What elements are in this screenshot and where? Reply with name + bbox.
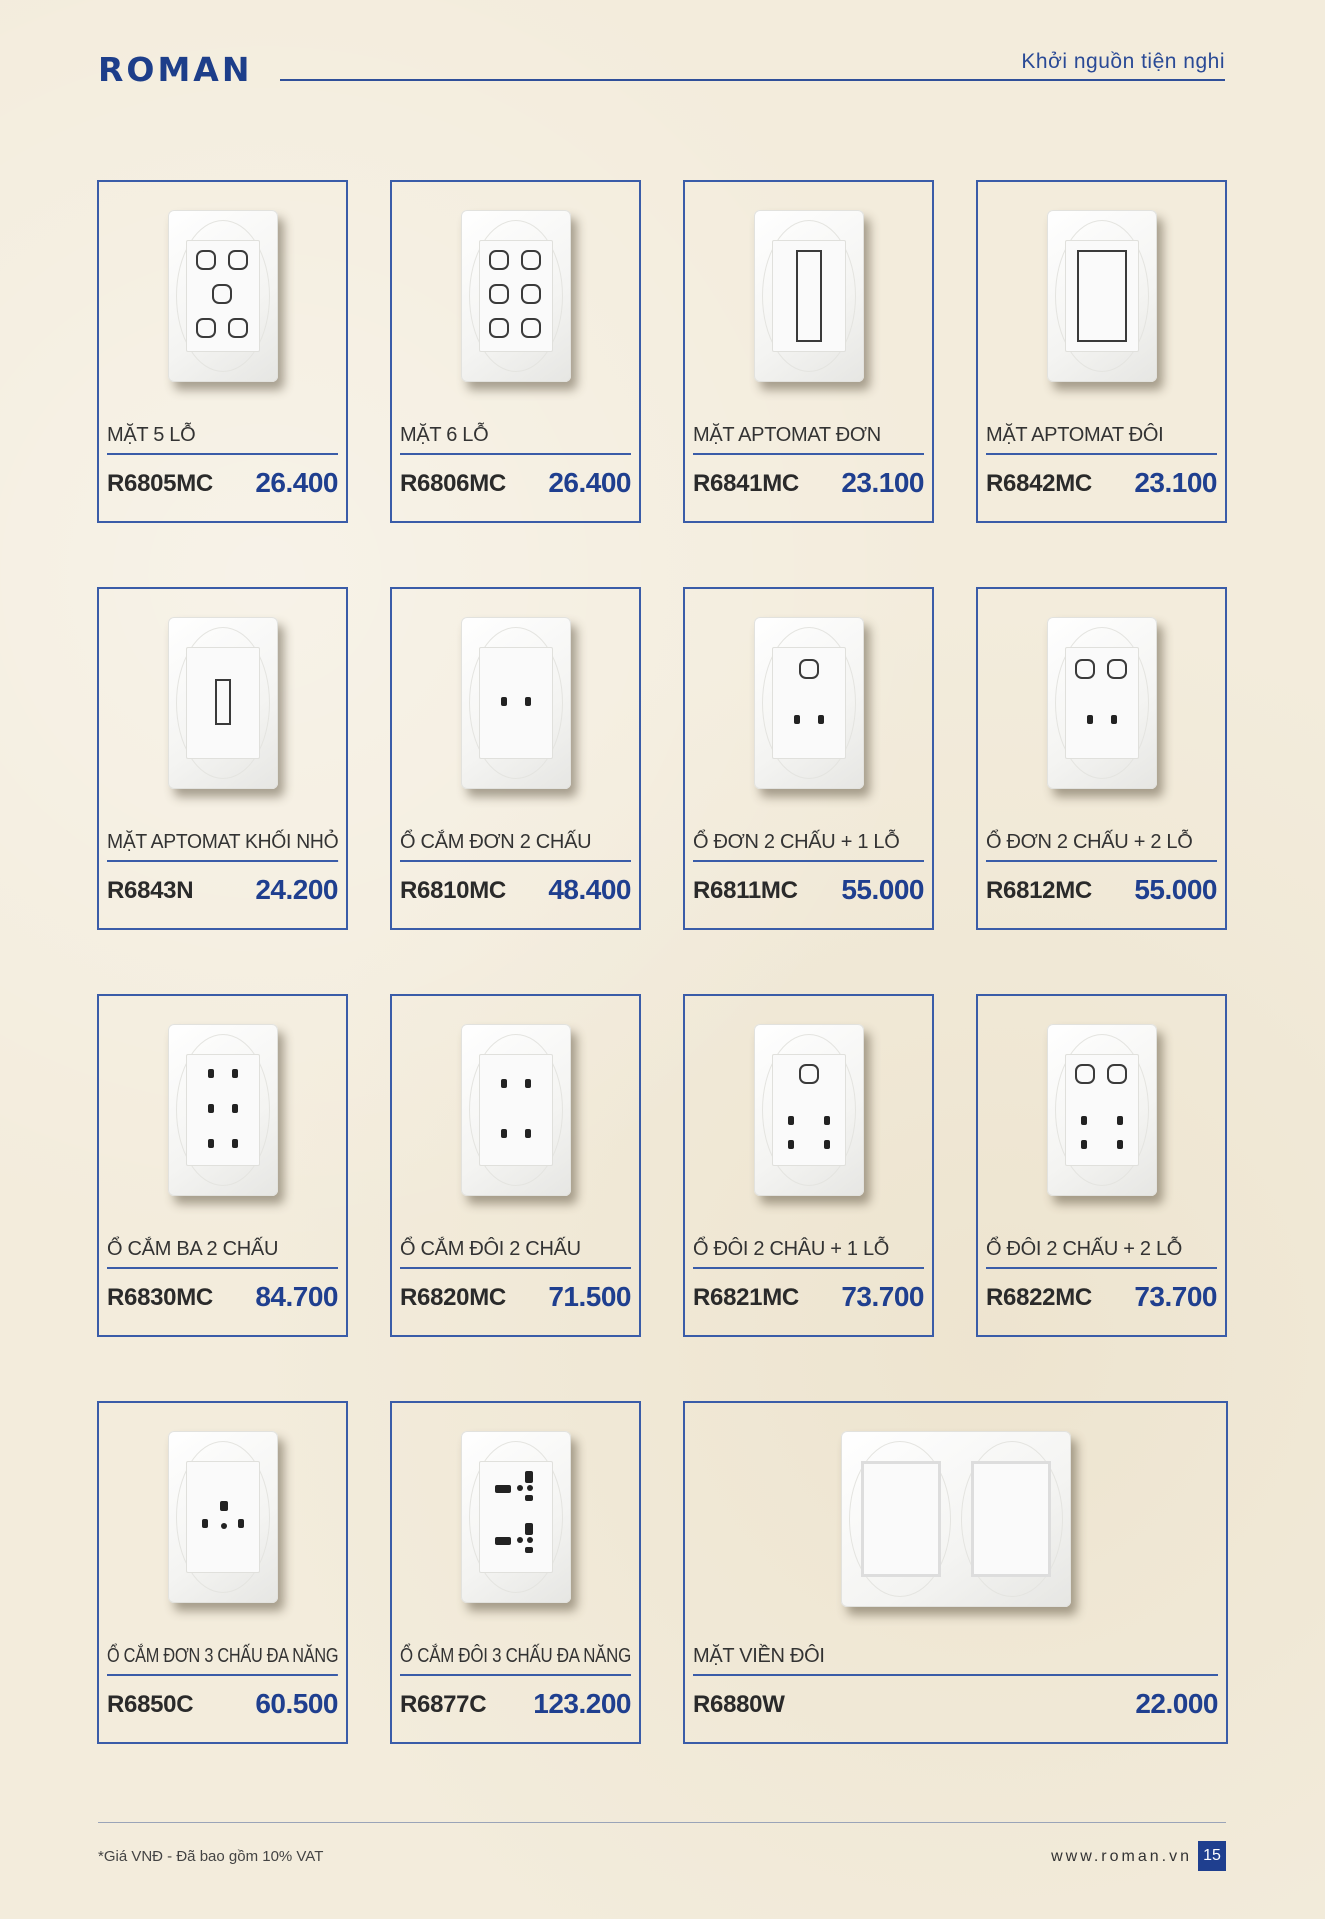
product-price: 24.200	[255, 874, 338, 905]
product-price: 23.100	[1134, 467, 1217, 498]
product-name: MẶT APTOMAT ĐƠN	[693, 424, 924, 455]
product-card-r6843n	[97, 587, 348, 930]
plate-single-2pin-socket-image	[461, 617, 571, 789]
price-note: *Giá VNĐ - Đã bao gồm 10% VAT	[98, 1848, 324, 1865]
product-code: R6822MC	[986, 1284, 1092, 1311]
plate-2pin-2holes-image	[1047, 617, 1157, 789]
product-code: R6830MC	[107, 1284, 213, 1311]
product-card-r6841mc	[683, 180, 934, 523]
product-price: 26.400	[255, 467, 338, 498]
product-card-r6842mc	[976, 180, 1227, 523]
product-card-r6877c	[390, 1401, 641, 1744]
product-price: 84.700	[255, 1281, 338, 1312]
product-code: R6843N	[107, 877, 194, 904]
product-code: R6810MC	[400, 877, 506, 904]
product-price: 71.500	[548, 1281, 631, 1312]
product-code: R6842MC	[986, 470, 1092, 497]
product-price: 55.000	[1134, 874, 1217, 905]
product-code: R6880W	[693, 1691, 785, 1718]
plate-double-2pin-socket-image	[461, 1024, 571, 1196]
product-name: Ổ CẮM ĐƠN 3 CHẤU ĐA NĂNG	[107, 1645, 338, 1676]
product-code: R6805MC	[107, 470, 213, 497]
plate-5-holes-image	[168, 210, 278, 382]
product-name: MẶT APTOMAT ĐÔI	[986, 424, 1217, 455]
product-code: R6850C	[107, 1691, 194, 1718]
product-price: 26.400	[548, 467, 631, 498]
product-code: R6806MC	[400, 470, 506, 497]
page-number: 15	[1198, 1841, 1226, 1871]
product-name: MẶT VIỀN ĐÔI	[693, 1645, 1218, 1676]
product-name: Ổ ĐƠN 2 CHẤU + 2 LỖ	[986, 831, 1217, 862]
product-code: R6821MC	[693, 1284, 799, 1311]
plate-single-universal-socket-image	[168, 1431, 278, 1603]
header-divider	[280, 79, 1225, 81]
product-price: 55.000	[841, 874, 924, 905]
plate-2pin-1hole-image	[754, 617, 864, 789]
product-code: R6820MC	[400, 1284, 506, 1311]
double-frame-image	[841, 1431, 1071, 1607]
product-code: R6841MC	[693, 470, 799, 497]
footer-divider	[98, 1822, 1226, 1823]
product-price: 48.400	[548, 874, 631, 905]
plate-triple-2pin-socket-image	[168, 1024, 278, 1196]
plate-small-breaker-image	[168, 617, 278, 789]
product-name: Ổ CẮM ĐÔI 3 CHẤU ĐA NĂNG	[400, 1645, 631, 1676]
product-name: Ổ ĐÔI 2 CHÂU + 1 LỖ	[693, 1238, 924, 1269]
product-card-r6812mc	[976, 587, 1227, 930]
product-card-r6806mc	[390, 180, 641, 523]
product-name: MẶT 5 LỖ	[107, 424, 338, 455]
plate-double-breaker-image	[1047, 210, 1157, 382]
plate-double-2pin-1hole-image	[754, 1024, 864, 1196]
product-name: Ổ ĐƠN 2 CHẤU + 1 LỖ	[693, 831, 924, 862]
product-name: MẶT 6 LỖ	[400, 424, 631, 455]
product-price: 23.100	[841, 467, 924, 498]
product-name: Ổ CẮM ĐÔI 2 CHẤU	[400, 1238, 631, 1269]
product-card-r6820mc	[390, 994, 641, 1337]
product-price: 123.200	[533, 1688, 631, 1719]
product-card-r6821mc	[683, 994, 934, 1337]
plate-double-2pin-2holes-image	[1047, 1024, 1157, 1196]
product-card-r6830mc	[97, 994, 348, 1337]
product-code: R6877C	[400, 1691, 487, 1718]
product-card-r6822mc	[976, 994, 1227, 1337]
product-name: MẶT APTOMAT KHỐI NHỎ	[107, 831, 338, 862]
website-link[interactable]: www.roman.vn	[1051, 1848, 1192, 1865]
tagline: Khởi nguồn tiện nghi	[1021, 50, 1225, 73]
roman-logo: ROMAN	[98, 50, 253, 89]
product-card-r6805mc	[97, 180, 348, 523]
product-code: R6811MC	[693, 877, 798, 904]
product-price: 60.500	[255, 1688, 338, 1719]
product-card-r6850c	[97, 1401, 348, 1744]
product-name: Ổ CẮM BA 2 CHẤU	[107, 1238, 338, 1269]
product-card-r6810mc	[390, 587, 641, 930]
product-price: 22.000	[1135, 1688, 1218, 1719]
product-card-r6811mc	[683, 587, 934, 930]
page-header	[0, 0, 1325, 100]
product-name: Ổ ĐÔI 2 CHẤU + 2 LỖ	[986, 1238, 1217, 1269]
plate-single-breaker-image	[754, 210, 864, 382]
product-price: 73.700	[841, 1281, 924, 1312]
product-name: Ổ CẮM ĐƠN 2 CHẤU	[400, 831, 631, 862]
product-price: 73.700	[1134, 1281, 1217, 1312]
plate-6-holes-image	[461, 210, 571, 382]
product-code: R6812MC	[986, 877, 1092, 904]
product-card-r6880w	[683, 1401, 1228, 1744]
plate-double-universal-socket-image	[461, 1431, 571, 1603]
